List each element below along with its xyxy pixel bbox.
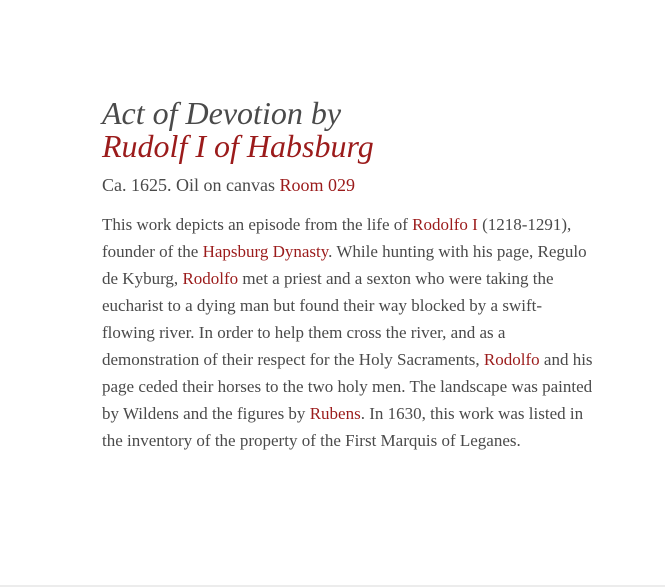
rodolfo-i-link[interactable]: Rodolfo I [412,215,478,234]
artwork-title [102,97,602,163]
artwork-meta-text: Ca. 1625. Oil on canvas [102,175,280,195]
desc-text-3: . While hunting with his page, Regulo de Kyburg, [102,242,587,288]
rubens-link[interactable]: Rubens [309,404,361,423]
rodolfo-link-2[interactable]: Rodolfo [483,350,540,369]
rodolfo-link-1[interactable]: Rodolfo [182,269,239,288]
hapsburg-dynasty-link[interactable]: Hapsburg Dynasty [202,242,329,261]
artwork-description [102,211,594,454]
artwork-meta [102,173,602,197]
desc-text-6: . In 1630, this work was listed in the inventory of the property of the First Marquis of Leganes. [102,404,584,450]
artwork-title-line2: Rudolf I of Habsburg [102,128,374,164]
desc-text-2: (1218-1291), founder of the [102,215,572,261]
artwork-title-line1: Act of Devotion by [102,95,342,131]
desc-text-1: This work depicts an episode from the life of [102,215,413,234]
desc-text-4: met a priest and a sexton who were taking the eucharist to a dying man but found their way blocked by a swift-flowing river. In order to help them cross the river, and as a demonstration of their respect for the Holy Sacraments, [102,269,554,369]
desc-text-5: and his page ceded their horses to the two holy men. The landscape was painted by Wildens and the figures by [102,350,593,423]
artwork-card [102,97,602,471]
room-link[interactable]: Room 029 [279,175,355,195]
